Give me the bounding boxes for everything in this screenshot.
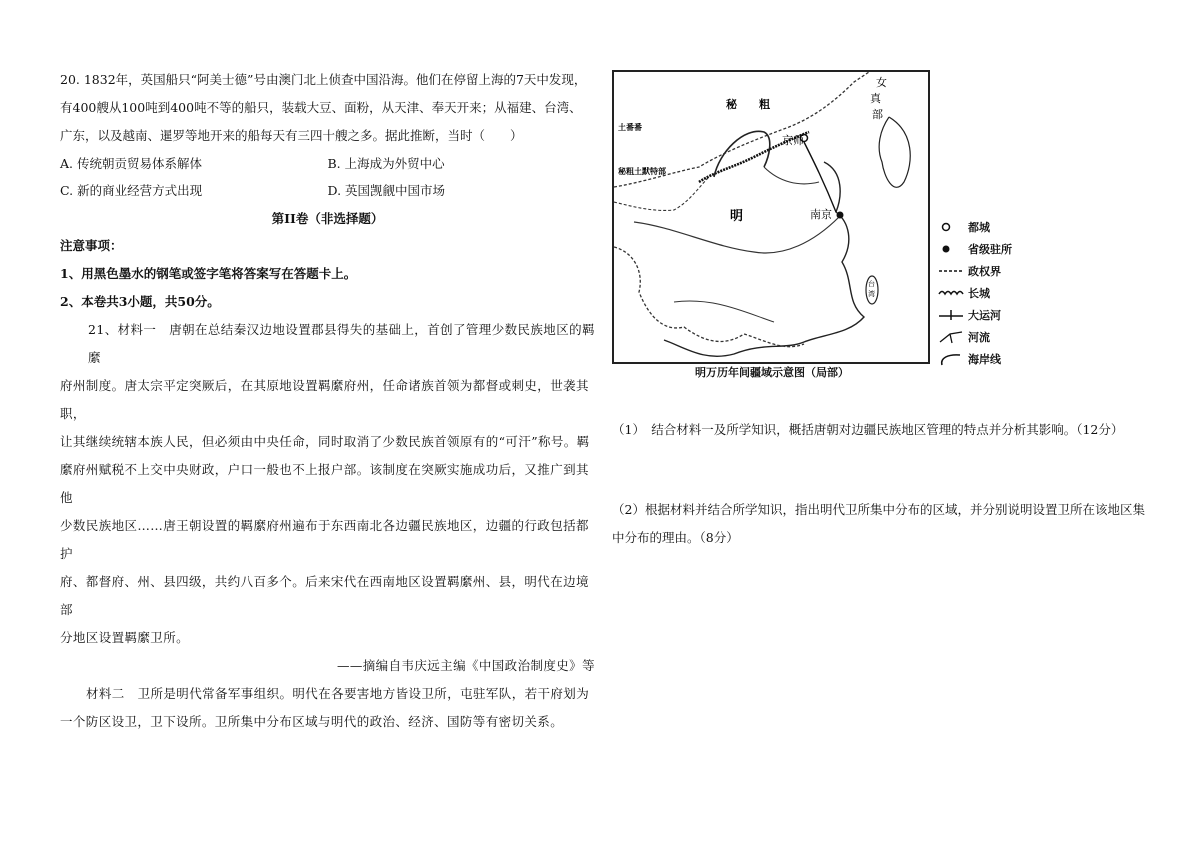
legend-label: 海岸线 <box>968 353 1001 366</box>
legend-grand-canal <box>938 304 1048 326</box>
material-2-line: 材料二 卫所是明代常备军事组织。明代在各要害地方皆设卫所，屯驻军队，若干府划为 <box>86 686 590 701</box>
legend-label: 都城 <box>968 221 990 234</box>
grand-canal <box>804 142 836 212</box>
political-boundary <box>614 177 709 210</box>
q20-option-b: B. 上海成为外贸中心 <box>327 156 445 171</box>
notice-item: 1、用黑色墨水的钢笔或签字笔将答案写在答题卡上。 <box>60 266 357 281</box>
map-caption: 明万历年间疆域示意图（局部） <box>695 366 849 379</box>
nanjing-marker <box>837 212 844 219</box>
map-legend <box>938 216 1048 370</box>
material-1-line: 21、材料一 唐朝在总结秦汉边地设置郡县得失的基础上，首创了管理少数民族地区的羁縻 <box>88 322 595 365</box>
yellow-river <box>764 167 819 184</box>
legend-river <box>938 326 1048 348</box>
material-1-line: 府、都督府、州、县四级，共约八百多个。后来宋代在西南地区设置羁縻州、县，明代在边境部 <box>60 574 589 617</box>
q20-option-a: A. 传统朝贡贸易体系解体 <box>60 156 202 171</box>
map-drawing <box>614 72 928 362</box>
political-boundary <box>614 247 804 347</box>
grand-canal-icon <box>938 308 964 322</box>
coastline <box>664 162 864 356</box>
label-jingshi: 京师 <box>782 134 804 147</box>
legend-coastline <box>938 348 1048 370</box>
q20-stem-line: 20. 1832年，英国船只“阿美士德”号由澳门北上侦查中国沿海。他们在停留上海的7天中发现， <box>60 72 587 87</box>
legend-great-wall <box>938 282 1048 304</box>
label-nanjing: 南京 <box>810 208 832 221</box>
label-mohe: 秘 粗 <box>726 98 770 111</box>
capital-icon <box>938 220 964 234</box>
legend-provincial-seat <box>938 238 1048 260</box>
pearl-river <box>674 301 774 322</box>
material-1-line: 分地区设置羁縻卫所。 <box>60 630 190 645</box>
q20-options-row <box>60 177 595 204</box>
notice-item: 2、本卷共3小题，共50分。 <box>60 294 220 309</box>
material-2-line: 一个防区设卫，卫下设所。卫所集中分布区域与明代的政治、经济、国防等有密切关系。 <box>60 714 564 729</box>
label-nvzhen: 女 <box>876 76 887 89</box>
label-taiwan: 湾 <box>868 290 875 298</box>
label-taiwan: 台 <box>868 280 875 288</box>
left-column <box>60 66 595 736</box>
boundary-icon <box>938 264 964 278</box>
label-tumote: 土番番 <box>618 122 642 132</box>
q21-sub2-line: （2）根据材料并结合所学知识，指出明代卫所集中分布的区域，并分别说明设置卫所在该地区集 <box>612 502 1145 517</box>
river-icon <box>938 330 964 344</box>
legend-label: 河流 <box>968 331 990 344</box>
material-1-line: 府州制度。唐太宗平定突厥后，在其原地设置羁縻府州，任命诸族首领为都督或刺史，世袭其职， <box>60 378 589 421</box>
notice-heading: 注意事项： <box>60 238 123 253</box>
q20-options-row <box>60 150 595 177</box>
provincial-seat-icon <box>938 242 964 256</box>
label-ming: 明 <box>730 209 744 224</box>
q20-stem-line: 有400艘从100吨到400吨不等的船只，装载大豆、面粉，从天津、奉天开来；从福建、台湾、 <box>60 100 582 115</box>
material-1-source: ——摘编自韦庆远主编《中国政治制度史》等 <box>336 658 595 673</box>
label-nvzhen: 部 <box>872 108 883 121</box>
legend-label: 长城 <box>968 287 990 300</box>
territory-map <box>612 70 930 364</box>
coastline-icon <box>938 352 964 366</box>
label-nvzhen: 真 <box>870 92 881 105</box>
coastline-korea <box>879 117 910 187</box>
material-1-line: 让其继续统辖本族人民，但必须由中央任命，同时取消了少数民族首领原有的“可汗”称号。羁 <box>60 434 590 449</box>
legend-label: 省级驻所 <box>968 243 1012 256</box>
q20-option-c: C. 新的商业经营方式出现 <box>60 183 203 198</box>
section-title: 第II卷（非选择题） <box>271 211 384 226</box>
q20-option-d: D. 英国觊觎中国市场 <box>327 183 446 198</box>
q20-stem-line: 广东，以及越南、暹罗等地开来的船每天有三四十艘之多。据此推断，当时（ ） <box>60 128 523 143</box>
legend-label: 大运河 <box>968 309 1001 322</box>
great-wall-icon <box>938 286 964 300</box>
q21-sub1: （1） 结合材料一及所学知识，概括唐朝对边疆民族地区管理的特点并分析其影响。（12分） <box>612 422 1124 437</box>
label-mohe2: 秘粗土默特部 <box>618 166 666 176</box>
legend-boundary <box>938 260 1048 282</box>
q21-sub2-line: 中分布的理由。（8分） <box>612 530 739 545</box>
legend-label: 政权界 <box>968 265 1001 278</box>
material-1-line: 少数民族地区……唐王朝设置的羁縻府州遍布于东西南北各边疆民族地区，边疆的行政包括都护 <box>60 518 589 561</box>
material-1-line: 縻府州赋税不上交中央财政，户口一般也不上报户部。该制度在突厥实施成功后，又推广到其他 <box>60 462 589 505</box>
legend-capital <box>938 216 1048 238</box>
